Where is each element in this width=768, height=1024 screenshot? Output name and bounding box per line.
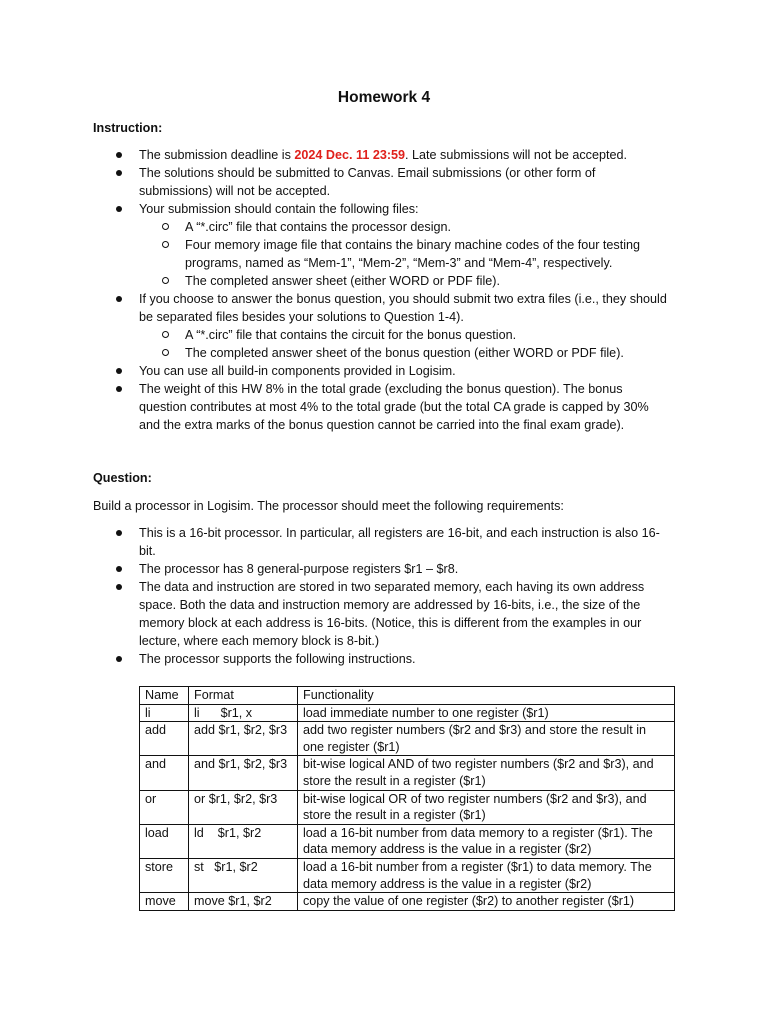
circle-bullet-icon	[162, 223, 169, 230]
bullet-icon	[116, 566, 122, 572]
requirement-item	[0, 650, 671, 668]
deadline-pre: The submission deadline is	[139, 148, 295, 162]
requirement-item	[0, 578, 671, 650]
sub-item-text: A “*.circ” file that contains the circuit for the bonus question.	[185, 328, 517, 342]
list-item-text: The weight of this HW 8% in the total grade (excluding the bonus question). The bonus question contributes at most 4% to the total grade (but the total CA grade is capped by 30% and the extra marks of the bonus question cannot be carried into the final exam grade).	[139, 382, 649, 432]
instruction-item-weight	[0, 380, 671, 434]
sub-item-text: A “*.circ” file that contains the processor design.	[185, 220, 451, 234]
cell-name: add	[140, 722, 189, 756]
cell-format: li $r1, x	[189, 704, 298, 722]
question-heading: Question:	[93, 471, 152, 485]
cell-functionality: copy the value of one register ($r2) to another register ($r1)	[298, 893, 675, 911]
bullet-icon	[116, 584, 122, 590]
cell-format: ld $r1, $r2	[189, 824, 298, 858]
table-row	[140, 893, 675, 911]
instruction-item-files	[0, 200, 671, 290]
instruction-item-canvas	[0, 164, 671, 200]
table-row	[140, 824, 675, 858]
deadline-post: . Late submissions will not be accepted.	[405, 148, 627, 162]
table-row	[140, 858, 675, 892]
files-sublist	[185, 218, 671, 290]
bullet-icon	[116, 656, 122, 662]
bullet-icon	[116, 296, 122, 302]
sub-item-text: Four memory image file that contains the binary machine codes of the four testing programs, named as “Mem-1”, “Mem-2”, “Mem-3” and “Mem-4”, respectively.	[185, 238, 641, 270]
instruction-item-deadline	[0, 146, 671, 164]
sub-item	[185, 272, 673, 290]
page-title: Homework 4	[337, 89, 431, 106]
circle-bullet-icon	[162, 241, 169, 248]
circle-bullet-icon	[162, 277, 169, 284]
list-item-text: Your submission should contain the following files:	[139, 202, 419, 216]
cell-format: add $r1, $r2, $r3	[189, 722, 298, 756]
cell-name: and	[140, 756, 189, 790]
table-row	[140, 756, 675, 790]
cell-name: move	[140, 893, 189, 911]
table-row	[140, 704, 675, 722]
cell-functionality: load a 16-bit number from data memory to a register ($r1). The data memory address is the value in a register ($r2)	[298, 824, 675, 858]
list-item-text: The processor has 8 general-purpose registers $r1 – $r8.	[139, 562, 459, 576]
requirement-item	[0, 560, 671, 578]
cell-functionality: add two register numbers ($r2 and $r3) and store the result in one register ($r1)	[298, 722, 675, 756]
bonus-sublist	[185, 326, 671, 362]
requirement-item	[0, 524, 671, 560]
instruction-item-bonus	[0, 290, 671, 362]
list-item-text: You can use all build-in components provided in Logisim.	[139, 364, 456, 378]
cell-format: or $r1, $r2, $r3	[189, 790, 298, 824]
list-item-text: The solutions should be submitted to Canvas. Email submissions (or other form of submissions) will not be accepted.	[139, 166, 596, 198]
table-header-row	[140, 687, 675, 705]
requirements-list	[0, 524, 768, 668]
sub-item	[185, 326, 673, 344]
sub-item	[185, 236, 673, 272]
bullet-icon	[116, 170, 122, 176]
instruction-item-components	[0, 362, 671, 380]
bullet-icon	[116, 386, 122, 392]
bullet-icon	[116, 152, 122, 158]
instruction-heading: Instruction:	[93, 121, 163, 135]
table-row	[140, 790, 675, 824]
header-functionality: Functionality	[298, 687, 675, 705]
sub-item-text: The completed answer sheet (either WORD or PDF file).	[185, 274, 500, 288]
cell-functionality: bit-wise logical OR of two register numbers ($r2 and $r3), and store the result in a register ($r1)	[298, 790, 675, 824]
instruction-table	[139, 686, 675, 911]
cell-format: move $r1, $r2	[189, 893, 298, 911]
cell-functionality: bit-wise logical AND of two register numbers ($r2 and $r3), and store the result in a register ($r1)	[298, 756, 675, 790]
table-row	[140, 722, 675, 756]
deadline-date: 2024 Dec. 11 23:59	[294, 148, 406, 162]
cell-name: or	[140, 790, 189, 824]
bullet-icon	[116, 206, 122, 212]
cell-functionality: load a 16-bit number from a register ($r1) to data memory. The data memory address is the value in a register ($r2)	[298, 858, 675, 892]
instruction-list	[0, 146, 768, 434]
list-item-text: The processor supports the following instructions.	[139, 652, 416, 666]
sub-item	[185, 344, 673, 362]
cell-functionality: load immediate number to one register ($r1)	[298, 704, 675, 722]
header-format: Format	[189, 687, 298, 705]
cell-format: and $r1, $r2, $r3	[189, 756, 298, 790]
sub-item-text: The completed answer sheet of the bonus question (either WORD or PDF file).	[185, 346, 624, 360]
cell-name: li	[140, 704, 189, 722]
circle-bullet-icon	[162, 331, 169, 338]
cell-name: store	[140, 858, 189, 892]
sub-item	[185, 218, 673, 236]
circle-bullet-icon	[162, 349, 169, 356]
list-item-text: This is a 16-bit processor. In particular, all registers are 16-bit, and each instruction is also 16-bit.	[139, 526, 660, 558]
bullet-icon	[116, 530, 122, 536]
list-item-text: If you choose to answer the bonus question, you should submit two extra files (i.e., they should be separated files besides your solutions to Question 1-4).	[139, 292, 667, 324]
bullet-icon	[116, 368, 122, 374]
header-name: Name	[140, 687, 189, 705]
question-intro: Build a processor in Logisim. The processor should meet the following requirements:	[93, 499, 564, 513]
list-item-text: The data and instruction are stored in two separated memory, each having its own address space. Both the data and instruction memory are addressed by 16-bits, i.e., the size of the memory block at each address is 16-bits. (Notice, this is different from the examples in our lecture, where each memory block is 8-bit.)	[139, 580, 645, 648]
cell-format: st $r1, $r2	[189, 858, 298, 892]
cell-name: load	[140, 824, 189, 858]
